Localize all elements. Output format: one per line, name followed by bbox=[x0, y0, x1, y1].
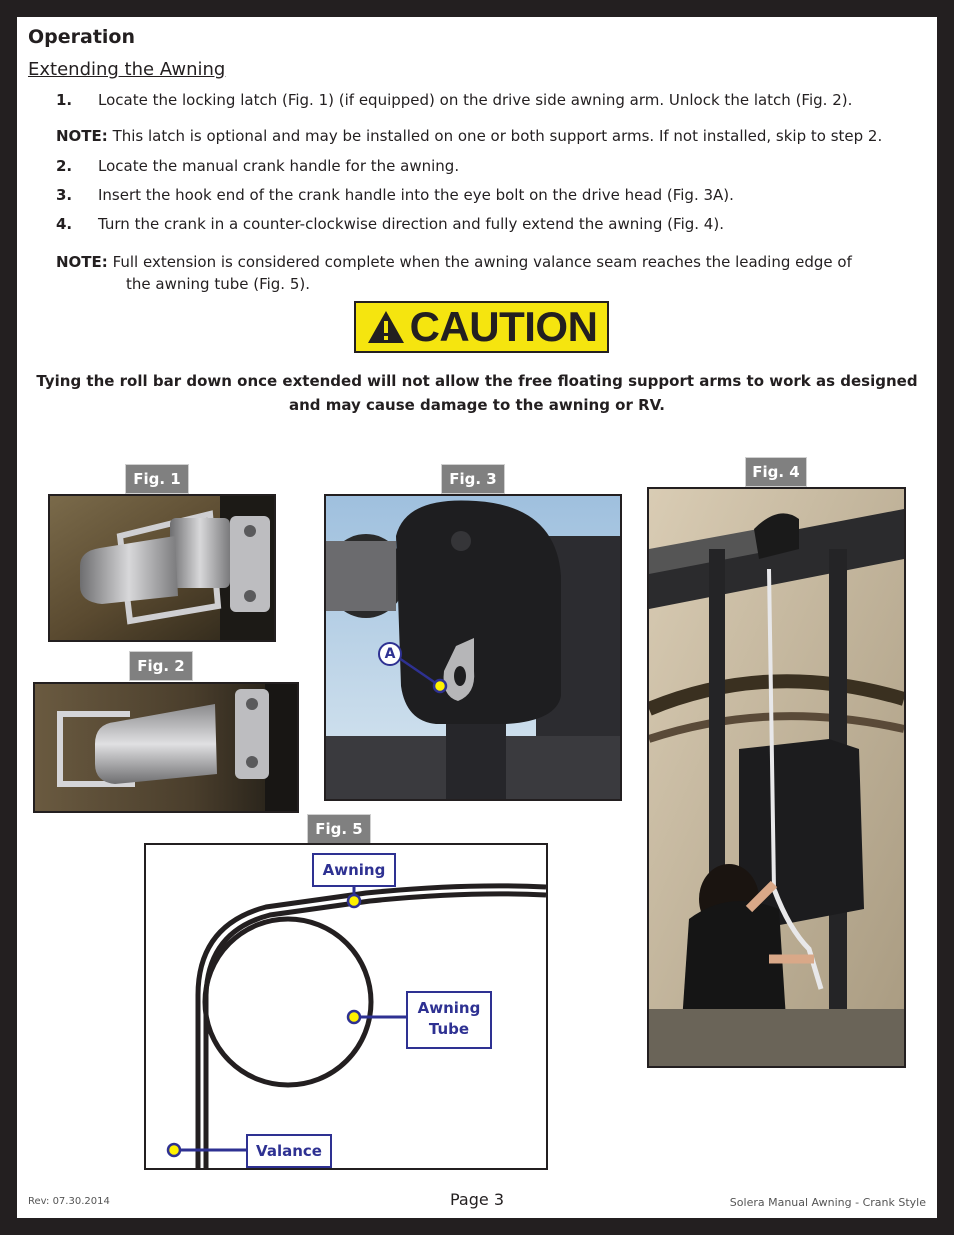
fig-2-photo bbox=[33, 682, 299, 813]
footer-doc-title: Solera Manual Awning - Crank Style bbox=[729, 1196, 926, 1209]
note-label: NOTE: bbox=[56, 127, 108, 145]
note-label: NOTE: bbox=[56, 253, 108, 271]
callout-awning: Awning bbox=[312, 853, 396, 887]
caution-word: CAUTION bbox=[409, 303, 598, 350]
callout-awning-tube bbox=[406, 991, 492, 1049]
warning-triangle-icon bbox=[366, 309, 406, 345]
warning-text bbox=[17, 369, 937, 417]
callout-tube-line1: Awning bbox=[417, 999, 481, 1017]
step-text: Turn the crank in a counter-clockwise direction and fully extend the awning (Fig. 4). bbox=[98, 215, 724, 233]
callout-valance: Valance bbox=[246, 1134, 332, 1168]
fig-1-label: Fig. 1 bbox=[125, 464, 189, 494]
fig-3-photo bbox=[324, 494, 622, 801]
warning-line-2: and may cause damage to the awning or RV. bbox=[288, 396, 666, 414]
note-text: Full extension is considered complete when the awning valance seam reaches the leading edge of bbox=[107, 253, 852, 271]
callout-tube-line2: Tube bbox=[428, 1020, 470, 1038]
caution-banner bbox=[354, 301, 609, 353]
step-text: Locate the locking latch (Fig. 1) (if equipped) on the drive side awning arm. Unlock the latch (Fig. 2). bbox=[98, 91, 853, 109]
fig-3-label: Fig. 3 bbox=[441, 464, 505, 494]
manual-page bbox=[17, 17, 937, 1218]
fig-5-diagram bbox=[144, 843, 548, 1170]
step-3 bbox=[17, 186, 937, 206]
fig-4-photo bbox=[647, 487, 906, 1068]
step-number: 4. bbox=[56, 215, 73, 233]
step-number: 2. bbox=[56, 157, 73, 175]
step-1 bbox=[17, 91, 937, 111]
step-number: 3. bbox=[56, 186, 73, 204]
step-2 bbox=[17, 157, 937, 177]
note-text: This latch is optional and may be installed on one or both support arms. If not installed, skip to step 2. bbox=[107, 127, 883, 145]
fig-1-photo bbox=[48, 494, 276, 642]
fig-4-label: Fig. 4 bbox=[745, 457, 807, 487]
fig-3-marker-a: A bbox=[378, 642, 402, 666]
subsection-heading: Extending the Awning bbox=[28, 59, 226, 80]
footer-page-number: Page 3 bbox=[450, 1190, 504, 1209]
warning-line-1: Tying the roll bar down once extended will not allow the free floating support arms to work as designed bbox=[36, 372, 918, 390]
note-extension bbox=[56, 253, 852, 271]
step-4 bbox=[17, 215, 937, 235]
note-extension-cont: the awning tube (Fig. 5). bbox=[126, 275, 310, 293]
step-text: Insert the hook end of the crank handle into the eye bolt on the drive head (Fig. 3A). bbox=[98, 186, 734, 204]
footer-revision: Rev: 07.30.2014 bbox=[28, 1196, 110, 1207]
step-number: 1. bbox=[56, 91, 73, 109]
section-heading: Operation bbox=[28, 26, 136, 48]
note-latch bbox=[56, 127, 882, 145]
step-text: Locate the manual crank handle for the awning. bbox=[98, 157, 460, 175]
fig-5-label: Fig. 5 bbox=[307, 814, 371, 844]
fig-2-label: Fig. 2 bbox=[129, 651, 193, 681]
